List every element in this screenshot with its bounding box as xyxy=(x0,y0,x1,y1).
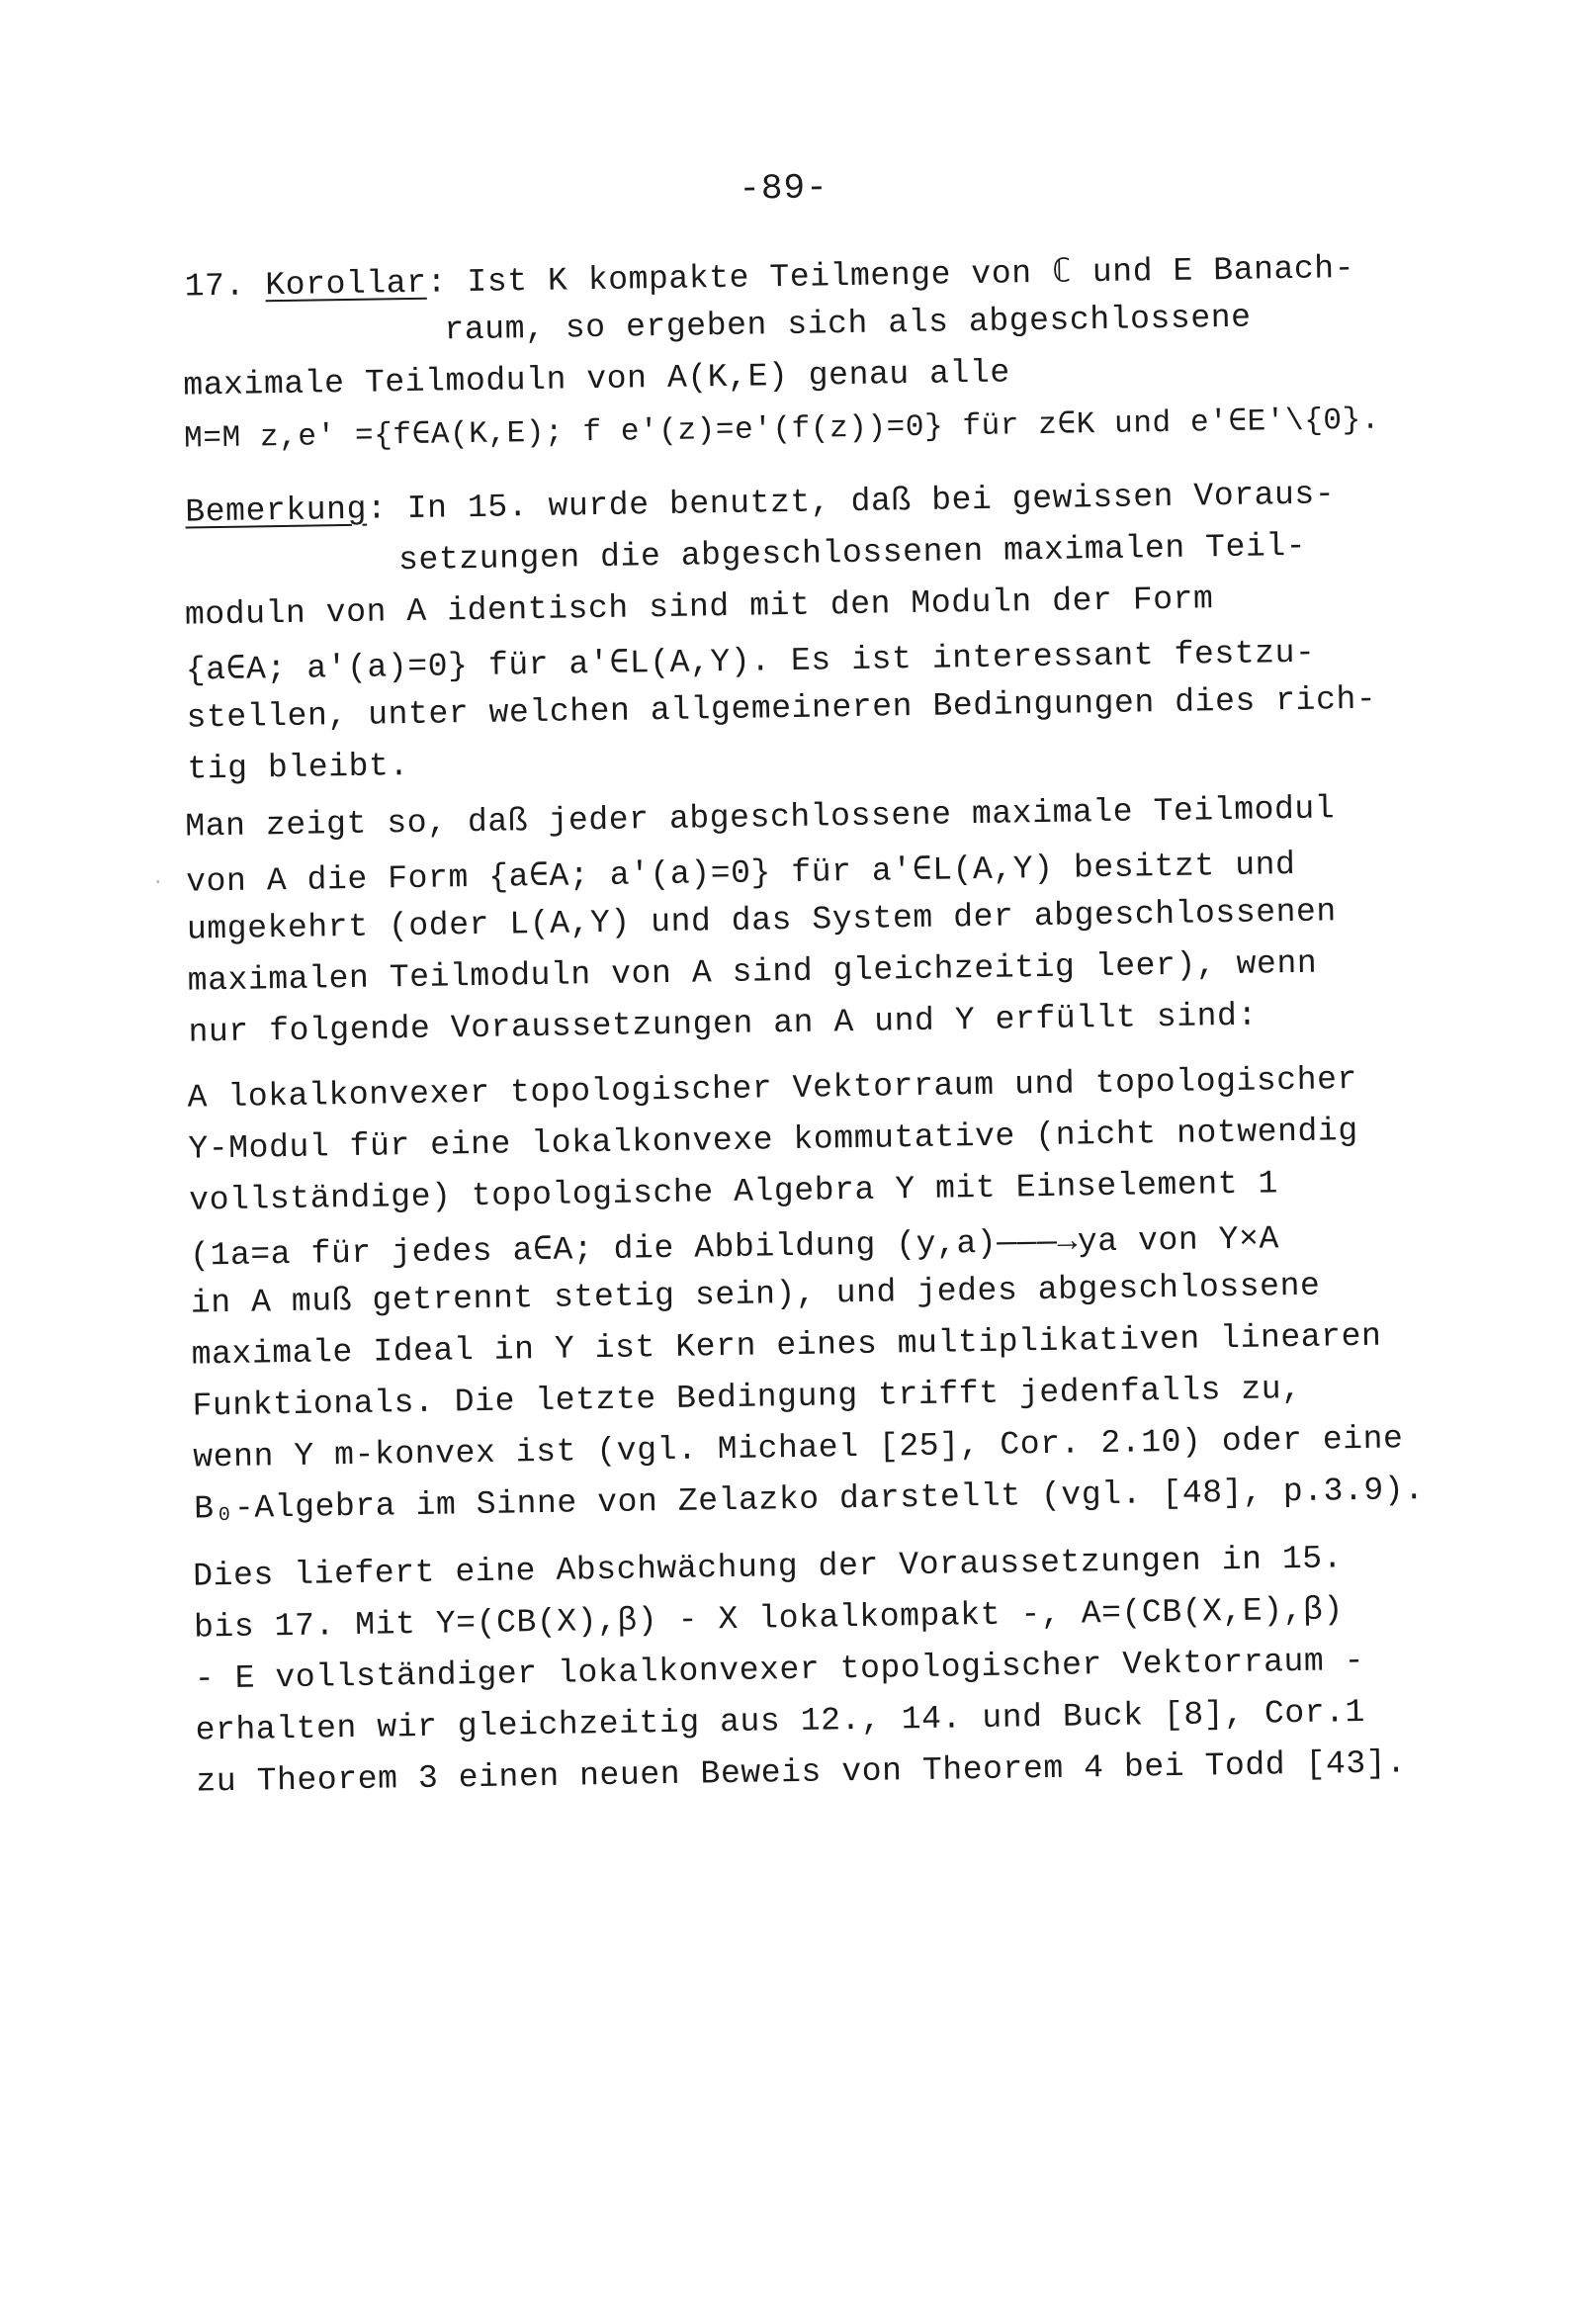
bemerkung-colon: : xyxy=(366,491,388,528)
para3-line-3: - E vollständiger lokalkonvexer topologischer Vektorraum - xyxy=(194,1642,1365,1698)
para3-line-5: zu Theorem 3 einen neuen Beweis von Theorem 4 bei Todd [43]. xyxy=(196,1744,1407,1801)
bemerkung-line-6: tig bleibt. xyxy=(187,748,410,788)
para1-line-5: nur folgende Voraussetzungen an A und Y erfüllt sind: xyxy=(188,997,1259,1051)
para1-line-4: maximalen Teilmoduln von A sind gleichzeitig leer), wenn xyxy=(187,944,1318,1000)
para1-line-3: umgekehrt (oder L(A,Y) und das System der abgeschlossenen xyxy=(186,893,1338,948)
korollar-line-3: maximale Teilmoduln von A(K,E) genau alle xyxy=(183,354,1011,404)
korollar-colon: : xyxy=(426,264,448,302)
bemerkung-line-1 xyxy=(185,476,1335,530)
para1-line-1: Man zeigt so, daß jeder abgeschlossene maximale Teilmodul xyxy=(185,790,1336,846)
bemerkung-line-2: setzungen die abgeschlossenen maximalen Teil- xyxy=(397,527,1307,580)
para3-line-1: Dies liefert eine Abschwächung der Voraussetzungen in 15. xyxy=(192,1540,1344,1595)
para2-line-2: Y-Modul für eine lokalkonvexe kommutative (nicht notwendig xyxy=(188,1113,1359,1168)
bemerkung-line-5: stellen, unter welchen allgemeineren Bedingungen dies rich- xyxy=(186,680,1377,737)
bemerkung-line-1-text: In 15. wurde benutzt, daß bei gewissen Voraus- xyxy=(387,476,1336,528)
korollar-line-1-text: Ist K kompakte Teilmenge von ℂ und E Banach- xyxy=(446,249,1355,302)
bemerkung-line-4: {a∈A; a'(a)=0} für a'∈L(A,Y). Es ist interessant festzu- xyxy=(185,634,1316,689)
korollar-heading: Korollar xyxy=(265,264,427,305)
para2-line-1: A lokalkonvexer topologischer Vektorraum und topologischer xyxy=(187,1061,1358,1117)
scan-speck xyxy=(156,880,159,883)
bemerkung-line-3: moduln von A identisch sind mit den Moduln der Form xyxy=(184,581,1214,634)
korollar-number: 17. xyxy=(184,267,246,306)
para2-line-5: in A muß getrennt stetig sein), und jedes abgeschlossene xyxy=(190,1267,1321,1322)
bemerkung-heading: Bemerkung xyxy=(185,491,368,531)
korollar-line-4: M=M z,e' ={f∈A(K,E); f e'(z)=e'(f(z))=0} für z∈K und e'∈E'\{0}. xyxy=(183,402,1381,457)
para2-line-9: B₀-Algebra im Sinne von Zelazko darstellt (vgl. [48], p.3.9). xyxy=(193,1472,1425,1528)
korollar-line-2: raum, so ergeben sich als abgeschlossene xyxy=(444,299,1252,349)
para2-line-6: maximale Ideal in Y ist Kern eines multiplikativen linearen xyxy=(191,1317,1382,1374)
para3-line-4: erhalten wir gleichzeitig aus 12., 14. und Buck [8], Cor.1 xyxy=(195,1693,1366,1749)
para2-line-7: Funktionals. Die letzte Bedingung trifft jedenfalls zu, xyxy=(192,1370,1302,1425)
para2-line-4: (1a=a für jedes a∈A; die Abbildung (y,a)———→ya von Y×A xyxy=(189,1220,1280,1275)
para3-line-2: bis 17. Mit Y=(CB(X),β) - X lokalkompakt -, A=(CB(X,E),β) xyxy=(193,1591,1345,1647)
para2-line-8: wenn Y m-konvex ist (vgl. Michael [25], Cor. 2.10) oder eine xyxy=(193,1420,1404,1476)
para1-line-2: von A die Form {a∈A; a'(a)=0} für a'∈L(A,Y) besitzt und xyxy=(185,846,1296,901)
korollar-line-1 xyxy=(184,246,1354,306)
para2-line-3: vollständige) topologische Algebra Y mit Einselement 1 xyxy=(188,1165,1279,1219)
page-number: -89- xyxy=(738,167,829,210)
